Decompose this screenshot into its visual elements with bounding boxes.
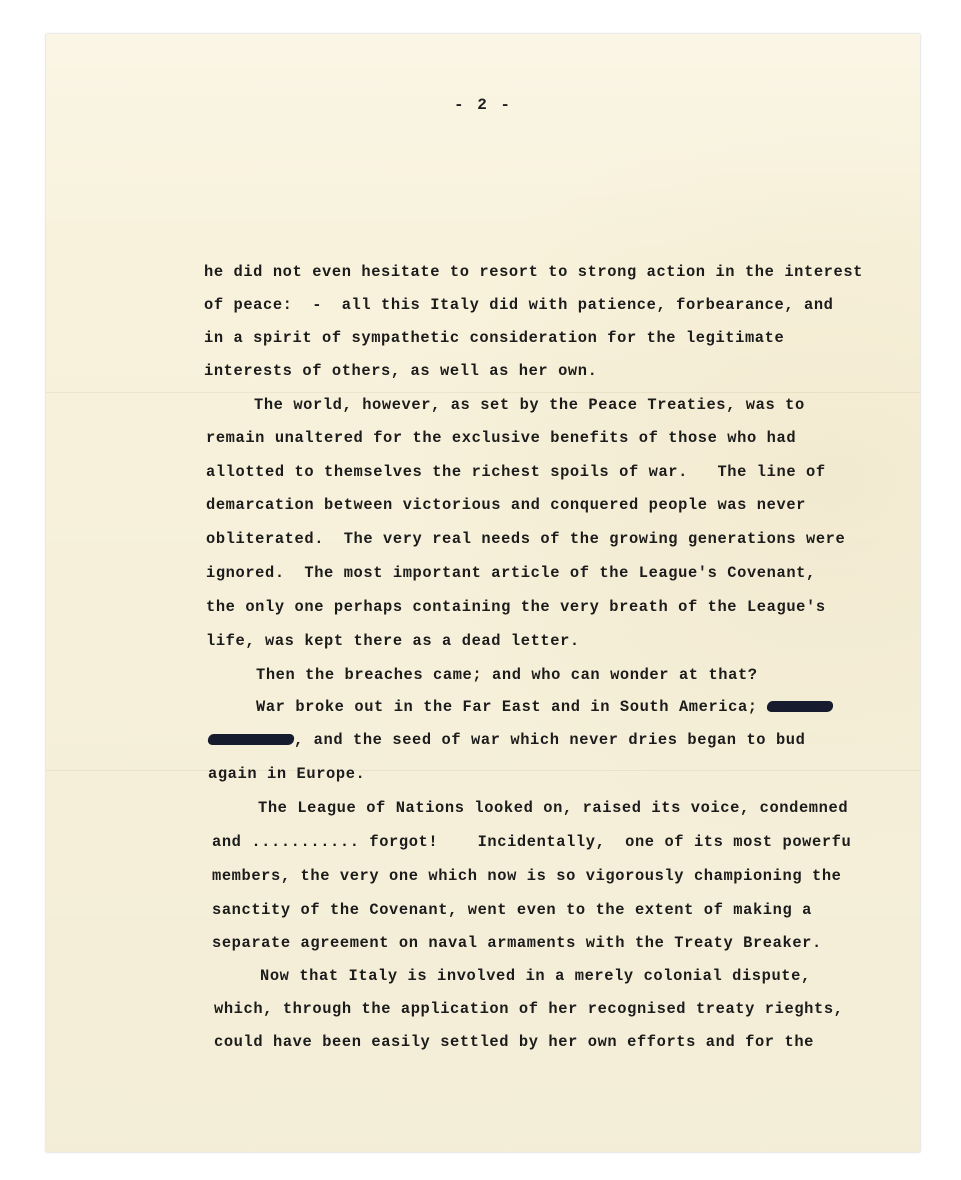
- text-segment: , and the seed of war which never dries began to bud: [294, 731, 806, 749]
- text-line: Then the breaches came; and who can wonder at that?: [256, 666, 758, 684]
- text-line: allotted to themselves the richest spoils of war. The line of: [206, 463, 826, 481]
- text-line: separate agreement on naval armaments with the Treaty Breaker.: [212, 934, 822, 952]
- text-line: remain unaltered for the exclusive benefits of those who had: [206, 429, 797, 447]
- redaction-mark: [207, 734, 295, 745]
- text-line: he did not even hesitate to resort to strong action in the interest: [204, 263, 864, 281]
- text-line: members, the very one which now is so vigorously championing the: [212, 867, 842, 885]
- text-line: and ........... forgot! Incidentally, one of its most powerfu: [212, 833, 852, 851]
- text-line: obliterated. The very real needs of the growing generations were: [206, 530, 846, 548]
- text-line: The world, however, as set by the Peace Treaties, was to: [254, 396, 805, 414]
- text-line: could have been easily settled by her own efforts and for the: [214, 1033, 814, 1051]
- redaction-mark: [767, 701, 835, 712]
- text-line-with-redaction: [256, 698, 833, 716]
- text-line: Now that Italy is involved in a merely colonial dispute,: [260, 967, 811, 985]
- page-number: - 2 -: [453, 96, 512, 114]
- text-line: the only one perhaps containing the very breath of the League's: [206, 598, 826, 616]
- text-line: again in Europe.: [208, 765, 366, 783]
- document-page: [46, 34, 920, 1152]
- paper-fold-line: [46, 770, 920, 771]
- text-line-with-redaction: [208, 731, 805, 749]
- text-line: which, through the application of her recognised treaty rieghts,: [214, 1000, 844, 1018]
- text-line: life, was kept there as a dead letter.: [206, 632, 580, 650]
- text-line: of peace: - all this Italy did with patience, forbearance, and: [204, 296, 834, 314]
- text-line: in a spirit of sympathetic consideration for the legitimate: [204, 329, 785, 347]
- text-line: demarcation between victorious and conquered people was never: [206, 496, 806, 514]
- text-segment: War broke out in the Far East and in South America;: [256, 698, 758, 716]
- text-line: The League of Nations looked on, raised its voice, condemned: [258, 799, 849, 817]
- text-line: sanctity of the Covenant, went even to the extent of making a: [212, 901, 812, 919]
- text-line: interests of others, as well as her own.: [204, 362, 598, 380]
- paper-fold-line: [46, 392, 920, 393]
- text-line: ignored. The most important article of the League's Covenant,: [206, 564, 816, 582]
